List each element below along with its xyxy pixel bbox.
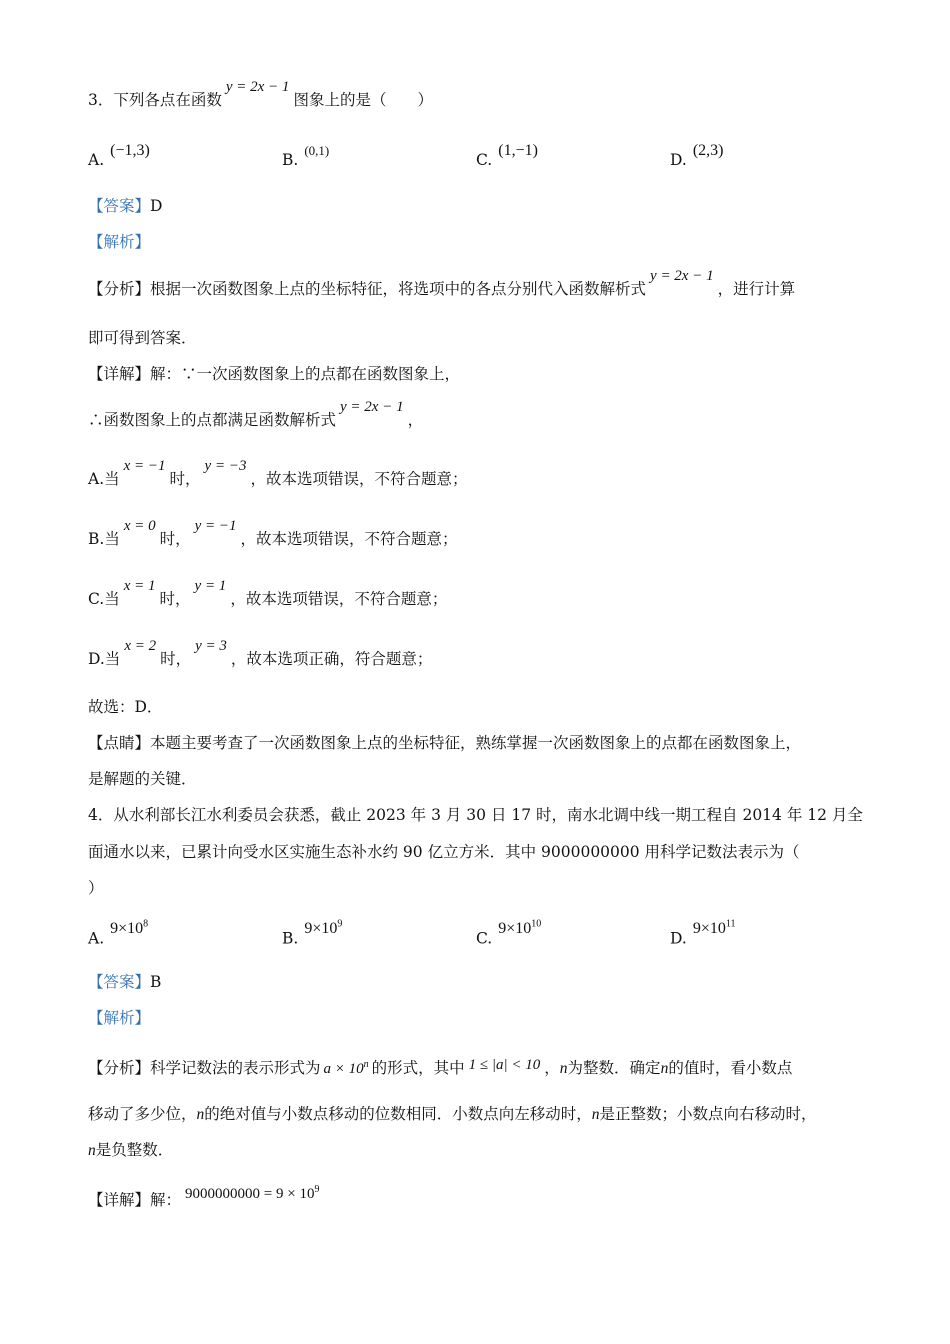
q3-choose: 故选：D． (88, 698, 163, 716)
q4-answer: 【答案】B (88, 973, 162, 991)
q4-option-c: $C.9\times 10^{10}$ (476, 919, 542, 948)
q4-title-line2: 面通水以来，已累计向受水区实施生态补水约 90 亿立方米．其中 9000000000 用科学记数法表示为（ (88, 843, 800, 861)
q3-detail-line2: ∴函数图象上的点都满足函数解析式y = 2x − 1， (88, 399, 424, 429)
q3-dianjing-line2: 是解题的关键． (88, 770, 197, 788)
q3-case-a: A.当x = −1时，y = −3，故本选项错误，不符合题意； (88, 458, 468, 488)
q4-title-line3: ） (88, 879, 104, 897)
q3-detail-line1: 【详解】解：∵一次函数图象上的点都在函数图象上， (88, 365, 461, 383)
q4-detail: 【详解】解： $9000000000 = 9 \times 10^9$ (88, 1184, 320, 1209)
q4-option-d: $D.9\times 10^{11}$ (670, 919, 736, 948)
q4-option-b: $B.9\times 10^9$ (282, 919, 343, 948)
q4-fenxi-line3: n是负整数． (88, 1141, 174, 1159)
q4-title-line1: 4．从水利部长江水利委员会获悉，截止 2023 年 3 月 30 日 17 时，南水北调中线一期工程自 2014 年 12 月全 (88, 806, 863, 824)
q3-dianjing-line1: 【点睛】本题主要考查了一次函数图象上点的坐标特征，熟练掌握一次函数图象上的点都在函数图象上， (88, 734, 802, 752)
q4-fenxi-line1: 【分析】科学记数法的表示形式为 $a \times 10^n$ 的形式，其中 1 ≤ |a| < 10 ，n为整数．确定n的值时，看小数点 (88, 1057, 793, 1077)
q3-case-d: D.当x = 2时，y = 3，故本选项正确，符合题意； (88, 638, 433, 668)
q3-case-b: B.当x = 0时，y = −1，故本选项错误，不符合题意； (88, 518, 458, 548)
q3-case-c: C.当x = 1时，y = 1，故本选项错误，不符合题意； (88, 578, 448, 608)
q3-analysis-tag: 【解析】 (88, 233, 151, 251)
answer-tag: 【答案】 (88, 197, 151, 215)
q4-fenxi-line2: 移动了多少位，n的绝对值与小数点移动的位数相同．小数点向左移动时，n是正整数；小数点向右移动时， (88, 1105, 817, 1123)
q3-option-c: C.(1,−1) (476, 142, 538, 169)
q3-function: y = 2x − 1 (225, 79, 290, 95)
q3-title: 3．下列各点在函数y = 2x − 1图象上的是（ ） (88, 79, 433, 109)
q3-answer: 【答案】D (88, 197, 163, 215)
q3-option-b: B.$^{(0,1)}$ (282, 143, 330, 169)
q4-analysis-tag: 【解析】 (88, 1009, 151, 1027)
q3-option-d: D.(2,3) (670, 142, 724, 169)
q3-fenxi: 【分析】根据一次函数图象上点的坐标特征，将选项中的各点分别代入函数解析式y = 2x − 1，进行计算 (88, 268, 796, 298)
q3-fenxi-cont: 即可得到答案． (88, 329, 197, 347)
q3-option-a: A.(−1,3) (88, 142, 150, 169)
q4-option-a: $A.9\times 10^8$ (88, 919, 149, 948)
